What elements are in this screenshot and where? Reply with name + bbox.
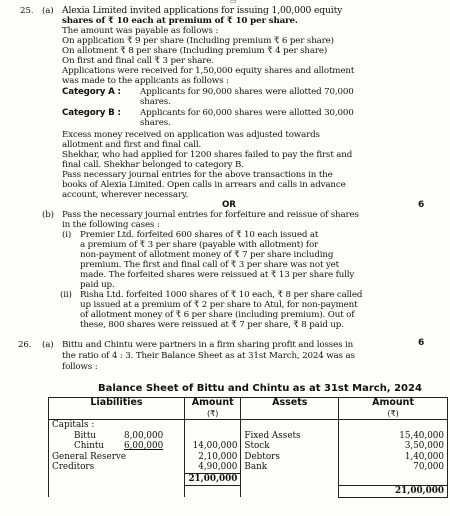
q25-line-3: On application ₹ 9 per share (Including premium ₹ 6 per share): [62, 36, 334, 46]
liabilities-total: 21,00,000: [185, 473, 241, 486]
asset-stock: Stock: [241, 441, 339, 452]
category-a-cont: shares.: [140, 97, 171, 107]
q26-part-a: (a): [42, 340, 54, 350]
category-b-label: Category B :: [62, 108, 121, 118]
q26-line-1: the ratio of 4 : 3. Their Balance Sheet as at 31st March, 2024 was as: [62, 351, 355, 361]
q25-line-7: was made to the applicants as follows :: [62, 76, 229, 86]
asset-debtors-value: 1,40,000: [339, 452, 448, 463]
category-a-label: Category A :: [62, 87, 121, 97]
asset-fixed-assets-value: 15,40,000: [339, 431, 448, 442]
q25b-ii-line-2: of allotment money of ₹ 6 per share (including premium). Out of: [80, 310, 355, 320]
q25-line2-1: allotment and first and final call.: [62, 140, 202, 150]
q25-number: 25.: [20, 6, 34, 16]
q25b-ii-line-1: up issued at a premium of ₹ 2 per share to Atul, for non-payment: [80, 300, 358, 310]
balance-sheet-title: Balance Sheet of Bittu and Chintu as at 31st March, 2024: [98, 383, 422, 394]
q25-line2-4: Pass necessary journal entries for the above transactions in the: [62, 170, 333, 180]
q25-line2-6: account, wherever necessary.: [62, 190, 189, 200]
q26-line-0: Bittu and Chintu were partners in a firm sharing profit and losses in: [62, 340, 354, 350]
q25b-ii-line-3: these, 800 shares were reissued at ₹ 7 per share, ₹ 8 paid up.: [80, 320, 344, 330]
assets-total: 21,00,000: [339, 486, 448, 498]
category-b-text: Applicants for 60,000 shares were allotted 30,000: [140, 108, 354, 118]
general-reserve-value: 2,10,000: [185, 452, 241, 463]
header-amount-2: Amount (₹): [339, 398, 448, 420]
or-separator: OR: [222, 200, 236, 210]
header-assets: Assets: [241, 398, 339, 420]
q26-line-2: follows :: [62, 362, 98, 372]
q25-line-0: Alexia Limited invited applications for issuing 1,00,000 equity: [62, 5, 343, 16]
q25b-i-line-3: premium. The first and final call of ₹ 3 per share was not yet: [80, 260, 339, 270]
capitals-label: Capitals :: [49, 420, 185, 431]
q25-line2-2: Shekhar, who had applied for 1200 shares failed to pay the first and: [62, 150, 353, 160]
general-reserve-label: General Reserve: [49, 452, 185, 463]
asset-bank-value: 70,000: [339, 462, 448, 473]
q25b-i-line-5: paid up.: [80, 280, 115, 290]
q25b-ii-num: (ii): [60, 290, 72, 300]
asset-debtors: Debtors: [241, 452, 339, 463]
asset-bank: Bank: [241, 462, 339, 473]
q25-line-1: shares of ₹ 10 each at premium of ₹ 10 per share.: [62, 16, 298, 26]
q25-line2-0: Excess money received on application was adjusted towards: [62, 130, 320, 140]
q25-line-5: On first and final call ₹ 3 per share.: [62, 56, 214, 66]
asset-fixed-assets: Fixed Assets: [241, 431, 339, 442]
q25-line2-3: final call. Shekhar belonged to category B.: [62, 160, 244, 170]
q25b-line-1: in the following cases :: [62, 220, 160, 230]
q25b-i-line-1: a premium of ₹ 3 per share (payable with allotment) for: [80, 240, 319, 250]
category-b-cont: shares.: [140, 118, 171, 128]
chintu-row: Chintu 6,00,000: [49, 441, 185, 452]
asset-stock-value: 3,50,000: [339, 441, 448, 452]
header-amount: Amount (₹): [185, 398, 241, 420]
q25b-i-line-4: made. The forfeited shares were reissued at ₹ 13 per share fully: [80, 270, 355, 280]
marks-25b: 6: [418, 338, 425, 348]
q25b-i-num: (i): [62, 230, 72, 240]
q25b-ii-line-0: Risha Ltd. forfeited 1000 shares of ₹ 10 each, ₹ 8 per share called: [80, 290, 363, 300]
category-a-text: Applicants for 90,000 shares were allotted 70,000: [140, 87, 354, 97]
q26-number: 26.: [18, 340, 32, 350]
q25-line-4: On allotment ₹ 8 per share (Including premium ₹ 4 per share): [62, 46, 328, 56]
balance-sheet-table: [48, 397, 448, 498]
q25b-line-0: Pass the necessary journal entries for forfeiture and reissue of shares: [62, 210, 359, 220]
q25-part-a: (a): [42, 6, 54, 16]
q25b-i-line-0: Premier Ltd. forfeited 600 shares of ₹ 10 each issued at: [80, 230, 319, 240]
marks-25a: 6: [418, 200, 425, 210]
page-top-mark: ▭: [230, 0, 237, 5]
creditors-label: Creditors: [49, 462, 185, 473]
q25b-i-line-2: non-payment of allotment money of ₹ 7 per share including: [80, 250, 334, 260]
creditors-value: 4,90,000: [185, 462, 241, 473]
q25-line-6: Applications were received for 1,50,000 equity shares and allotment: [62, 66, 355, 76]
q25-line2-5: books of Alexia Limited. Open calls in arrears and calls in advance: [62, 180, 346, 190]
q25-line-2: The amount was payable as follows :: [62, 26, 219, 36]
q25-part-b: (b): [42, 210, 54, 220]
bittu-row: Bittu 8,00,000: [49, 431, 185, 442]
capital-total: 14,00,000: [185, 441, 241, 452]
header-liabilities: Liabilities: [49, 398, 185, 420]
